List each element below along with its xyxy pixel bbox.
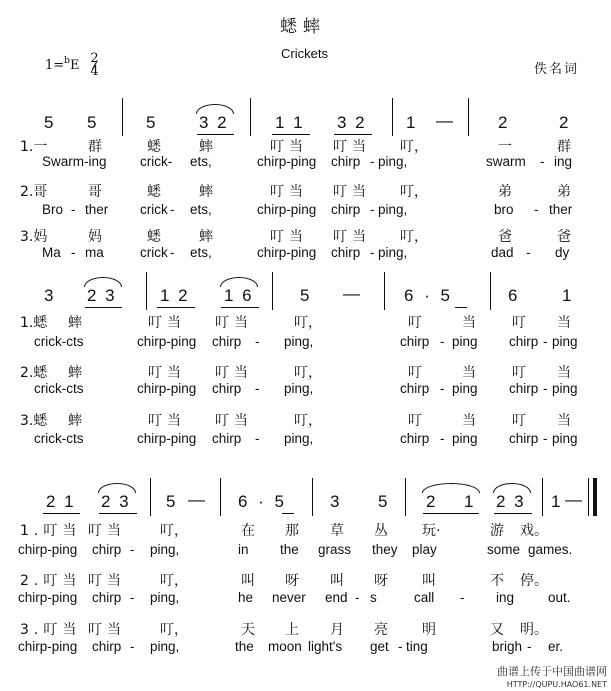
note-group: 2 3 <box>496 492 524 511</box>
lyric-en: chirp <box>400 431 430 446</box>
lyric-zh: 2.蟋 <box>20 365 48 381</box>
underline <box>494 513 532 514</box>
note: 5 <box>44 113 54 132</box>
lyric-zh: 叮当 <box>215 365 253 381</box>
lyric-zh: 丛 <box>374 523 388 539</box>
slur <box>493 483 531 493</box>
lyric-zh: 1.蟋 <box>20 315 48 331</box>
final-barline-thin <box>588 478 589 516</box>
lyric-en: ping <box>452 381 478 396</box>
note-group: 3 2 <box>199 113 227 132</box>
lyric-zh: 妈 <box>88 229 102 245</box>
note: 5 <box>166 492 176 511</box>
lyric-en: ping, <box>284 431 314 446</box>
lyric-en: get <box>370 639 389 654</box>
underline <box>423 513 479 514</box>
lyric-en: in <box>238 542 249 557</box>
lyric-zh: 叮当 <box>333 184 371 200</box>
lyric-en: ping <box>452 431 478 446</box>
lyric-zh: 叮， <box>294 365 322 381</box>
lyric-en: crick <box>140 245 168 260</box>
lyric-zh: 2.哥 <box>20 184 48 200</box>
lyric-zh: 叮当 <box>270 184 308 200</box>
lyric-zh: 1.一 <box>20 139 48 155</box>
lyric-en: never <box>272 590 306 605</box>
lyric-en: crick <box>140 202 168 217</box>
key-flat: b <box>64 56 70 66</box>
lyric-zh: 当 <box>462 365 476 381</box>
lyric-zh: 3.蟋 <box>20 413 48 429</box>
lyric-zh: 哥 <box>88 184 102 200</box>
lyric-en: chirp <box>331 202 361 217</box>
lyric-en: chirp <box>509 431 539 446</box>
lyric-en: - <box>370 245 375 260</box>
lyric-zh: 蟀 <box>199 184 213 200</box>
note: 3 <box>330 492 340 511</box>
lyric-zh: 叮当 <box>148 413 186 429</box>
slur <box>84 277 122 287</box>
lyric-zh: 又 <box>490 622 504 638</box>
lyric-zh: 叮当 <box>88 523 126 539</box>
lyric-zh: 叮， <box>294 315 322 331</box>
barline <box>392 98 393 136</box>
note: 5 <box>378 492 388 511</box>
lyric-zh: 当 <box>557 365 571 381</box>
lyric-en: chirp-ping <box>257 202 317 217</box>
lyric-zh: 2.叮当 <box>20 573 82 589</box>
lyric-en: chirp <box>400 381 430 396</box>
lyric-zh: 月 <box>330 622 344 638</box>
note-group: 6 · 5 <box>404 286 451 305</box>
lyric-zh: 叮 <box>512 413 526 429</box>
lyric-zh: 叫 <box>241 573 255 589</box>
lyric-en: ing <box>496 590 515 605</box>
lyric-zh: 叫 <box>330 573 344 589</box>
note: 2 <box>498 113 508 132</box>
lyric-en: - <box>71 245 76 260</box>
lyric-zh: 蟋 <box>147 139 161 155</box>
lyric-zh: 上 <box>285 622 299 638</box>
lyric-en: - <box>460 590 465 605</box>
lyric-en: ping <box>552 334 578 349</box>
lyric-en: - <box>398 639 403 654</box>
lyric-en: ets, <box>190 202 212 217</box>
lyric-en: - <box>170 202 175 217</box>
lyric-zh: 叮当 <box>148 315 186 331</box>
lyric-zh: 蟋 <box>147 229 161 245</box>
lyric-en: the <box>235 639 254 654</box>
lyric-en: games. <box>528 542 573 557</box>
lyric-en: call <box>414 590 435 605</box>
lyric-zh: 呀 <box>285 573 299 589</box>
note: 5 <box>300 286 310 305</box>
lyric-en: ting <box>406 639 428 654</box>
lyric-zh: 叮当 <box>88 622 126 638</box>
barline <box>272 272 273 310</box>
barline <box>312 478 313 516</box>
lyric-zh: 蟀 <box>68 413 82 429</box>
lyric-en: dad <box>491 245 514 260</box>
barline <box>146 272 147 310</box>
lyric-en: - <box>71 202 76 217</box>
lyric-zh: 亮 <box>374 622 388 638</box>
lyric-zh: 叮当 <box>333 139 371 155</box>
lyric-en: crick-cts <box>34 381 84 396</box>
lyric-zh: 爸 <box>498 229 512 245</box>
lyric-zh: 蟀 <box>199 139 213 155</box>
lyric-en: - <box>534 202 539 217</box>
lyric-en: chirp <box>92 639 122 654</box>
barline <box>122 98 123 136</box>
lyric-en: chirp-ping <box>137 334 197 349</box>
lyric-zh: 叮， <box>160 622 188 638</box>
lyric-en: ing <box>554 154 573 169</box>
lyric-zh: 叮 <box>408 365 422 381</box>
lyric-zh: 呀 <box>374 573 388 589</box>
lyric-en: chirp-ping <box>137 381 197 396</box>
lyric-en: Ma <box>42 245 61 260</box>
lyric-en: moon <box>268 639 302 654</box>
lyric-en: chirp <box>331 245 361 260</box>
lyric-en: they <box>372 542 398 557</box>
underline <box>85 307 122 308</box>
lyric-zh: 3.妈 <box>20 229 48 245</box>
lyric-zh: 叮 <box>512 315 526 331</box>
note: 6 <box>508 286 518 305</box>
lyric-en: he <box>238 590 254 605</box>
lyric-en: crick-cts <box>34 431 84 446</box>
dash: — <box>565 490 582 509</box>
lyric-zh: 在 <box>241 523 255 539</box>
lyric-en: chirp <box>509 334 539 349</box>
lyric-en: chirp <box>509 381 539 396</box>
lyric-en: chirp <box>92 590 122 605</box>
underline <box>455 307 467 308</box>
lyric-en: Swarm-ing <box>42 154 107 169</box>
lyric-en: brigh <box>492 639 523 654</box>
lyric-zh: 弟 <box>498 184 512 200</box>
lyric-zh: 叮当 <box>215 315 253 331</box>
note-group: 2 3 <box>87 286 115 305</box>
note: 1 <box>562 286 572 305</box>
lyric-zh: 当 <box>557 413 571 429</box>
lyric-en: - <box>130 590 135 605</box>
lyric-en: - <box>526 245 531 260</box>
lyric-zh: 戏。 <box>520 523 548 539</box>
lyric-en: ther <box>85 202 109 217</box>
lyric-en: the <box>280 542 299 557</box>
lyric-zh: 叮当 <box>333 229 371 245</box>
lyric-en: ping, <box>378 245 408 260</box>
lyric-zh: 停。 <box>520 573 548 589</box>
lyric-en: out. <box>548 590 571 605</box>
underline <box>157 307 195 308</box>
lyric-en: chirp <box>331 154 361 169</box>
lyric-en: ping, <box>378 202 408 217</box>
lyric-en: chirp-ping <box>257 245 317 260</box>
watermark-url: HTTP://QUPU.HAO61.NET <box>506 680 607 689</box>
note: 1 <box>406 113 416 132</box>
lyric-en: chirp-ping <box>257 154 317 169</box>
barline <box>542 478 543 516</box>
lyric-zh: 明。 <box>520 622 548 638</box>
lyric-zh: 叮当 <box>270 139 308 155</box>
lyric-en: chirp <box>212 381 242 396</box>
lyric-en: ther <box>549 202 573 217</box>
lyric-en: - <box>527 639 532 654</box>
key-note: E <box>69 58 80 73</box>
lyric-en: ping, <box>150 639 180 654</box>
slur <box>422 483 480 493</box>
lyric-en: ping, <box>284 334 314 349</box>
lyric-en: - <box>543 334 548 349</box>
lyric-en: ping <box>552 381 578 396</box>
barline <box>405 478 406 516</box>
lyric-zh: 那 <box>285 523 299 539</box>
lyric-zh: 草 <box>330 523 344 539</box>
lyric-zh: 叮 <box>512 365 526 381</box>
lyric-zh: 当 <box>462 315 476 331</box>
lyric-en: ping, <box>284 381 314 396</box>
dash: — <box>436 111 453 130</box>
lyric-zh: 1.叮当 <box>20 523 82 539</box>
lyric-zh: 叮当 <box>88 573 126 589</box>
underline <box>221 307 259 308</box>
song-title-english: Crickets <box>281 46 328 61</box>
lyric-en: ets, <box>190 154 212 169</box>
lyric-en: chirp-ping <box>137 431 197 446</box>
lyric-en: chirp-ping <box>18 639 78 654</box>
lyric-en: - <box>130 639 135 654</box>
lyric-zh: 叮， <box>400 139 428 155</box>
lyric-zh: 蟋 <box>147 184 161 200</box>
note-group: 1 1 <box>275 113 303 132</box>
note: 1 <box>551 492 561 511</box>
lyric-zh: 游 <box>490 523 504 539</box>
note: 2 <box>559 113 569 132</box>
lyric-en: - <box>440 431 445 446</box>
lyric-en: chirp <box>212 334 242 349</box>
lyricist-credit: 佚名词 <box>534 62 580 77</box>
lyric-zh: 当 <box>557 315 571 331</box>
lyric-en: - <box>440 334 445 349</box>
slur <box>98 483 136 493</box>
slur <box>220 277 258 287</box>
lyric-en: - <box>370 154 375 169</box>
lyric-en: - <box>255 431 260 446</box>
lyric-zh: 玩· <box>422 523 441 539</box>
lyric-en: ping, <box>150 590 180 605</box>
lyric-en: s <box>370 590 377 605</box>
lyric-en: chirp-ping <box>18 542 78 557</box>
lyric-en: dy <box>555 245 570 260</box>
lyric-en: chirp <box>212 431 242 446</box>
lyric-en: ping, <box>150 542 180 557</box>
dash: — <box>343 284 360 303</box>
lyric-en: - <box>543 431 548 446</box>
lyric-en: ping, <box>378 154 408 169</box>
time-signature-bottom: 4 <box>90 64 99 79</box>
lyric-zh: 叮 <box>408 413 422 429</box>
barline <box>468 98 469 136</box>
lyric-zh: 弟 <box>557 184 571 200</box>
site-watermark <box>497 663 607 689</box>
lyric-zh: 群 <box>557 139 571 155</box>
lyric-en: - <box>255 334 260 349</box>
lyric-en: ping <box>452 334 478 349</box>
note: 5 <box>87 113 97 132</box>
lyric-zh: 叮， <box>160 573 188 589</box>
lyric-en: - <box>540 154 545 169</box>
barline <box>384 272 385 310</box>
lyric-zh: 天 <box>241 622 255 638</box>
lyric-zh: 叫 <box>422 573 436 589</box>
lyric-en: end <box>325 590 348 605</box>
note: 2 <box>426 492 436 511</box>
lyric-zh: 叮， <box>400 184 428 200</box>
lyric-en: some <box>487 542 521 557</box>
underline <box>99 513 137 514</box>
barline <box>220 478 221 516</box>
lyric-zh: 叮 <box>408 315 422 331</box>
time-signature <box>90 53 99 78</box>
note-group: 1 6 <box>224 286 252 305</box>
note-group: 2 1 <box>46 492 74 511</box>
note-group: 6 · 5 <box>238 492 285 511</box>
lyric-zh: 叮当 <box>270 229 308 245</box>
lyric-zh: 3.叮当 <box>20 622 82 638</box>
watermark-text: 曲谱上传于中国曲谱网 <box>497 665 607 678</box>
note-group: 2 3 <box>101 492 129 511</box>
lyric-en: ping <box>552 431 578 446</box>
key-prefix: 1= <box>45 58 65 73</box>
underline <box>43 513 80 514</box>
key-signature <box>45 58 79 73</box>
lyric-zh: 一 <box>498 139 512 155</box>
note-group: 3 2 <box>337 113 365 132</box>
lyric-en: chirp-ping <box>18 590 78 605</box>
lyric-zh: 叮， <box>160 523 188 539</box>
dash: — <box>188 490 205 509</box>
lyric-zh: 叮当 <box>215 413 253 429</box>
lyric-zh: 当 <box>462 413 476 429</box>
lyric-en: play <box>412 542 437 557</box>
lyric-zh: 叮， <box>294 413 322 429</box>
lyric-en: swarm <box>486 154 526 169</box>
lyric-zh: 爸 <box>557 229 571 245</box>
note: 1 <box>464 492 474 511</box>
note: 3 <box>44 286 54 305</box>
lyric-en: - <box>543 381 548 396</box>
lyric-en: light's <box>308 639 343 654</box>
final-barline-thick <box>593 478 597 516</box>
lyric-en: chirp <box>92 542 122 557</box>
lyric-en: - <box>355 590 360 605</box>
lyric-en: crick- <box>140 154 173 169</box>
lyric-zh: 蟀 <box>199 229 213 245</box>
lyric-en: - <box>255 381 260 396</box>
note: 5 <box>146 113 156 132</box>
lyric-en: chirp <box>400 334 430 349</box>
lyric-zh: 不 <box>490 573 504 589</box>
underline <box>282 513 294 514</box>
song-title-chinese: 蟋蟀 <box>280 17 326 37</box>
lyric-zh: 蟀 <box>68 365 82 381</box>
lyric-zh: 叮， <box>400 229 428 245</box>
note-group: 1 2 <box>160 286 188 305</box>
lyric-en: - <box>130 542 135 557</box>
lyric-en: Bro <box>42 202 64 217</box>
lyric-en: - <box>170 245 175 260</box>
lyric-en: ets, <box>190 245 212 260</box>
lyric-en: er. <box>548 639 564 654</box>
barline <box>490 272 491 310</box>
barline <box>150 478 151 516</box>
lyric-en: - <box>370 202 375 217</box>
lyric-en: ma <box>85 245 104 260</box>
lyric-zh: 叮当 <box>148 365 186 381</box>
lyric-en: grass <box>318 542 352 557</box>
time-signature-top: 2 <box>90 51 99 66</box>
lyric-zh: 群 <box>88 139 102 155</box>
lyric-zh: 蟀 <box>68 315 82 331</box>
lyric-en: - <box>440 381 445 396</box>
slur <box>196 104 234 114</box>
lyric-en: bro <box>494 202 514 217</box>
lyric-en: crick-cts <box>34 334 84 349</box>
barline <box>250 98 251 136</box>
lyric-zh: 明 <box>422 622 436 638</box>
